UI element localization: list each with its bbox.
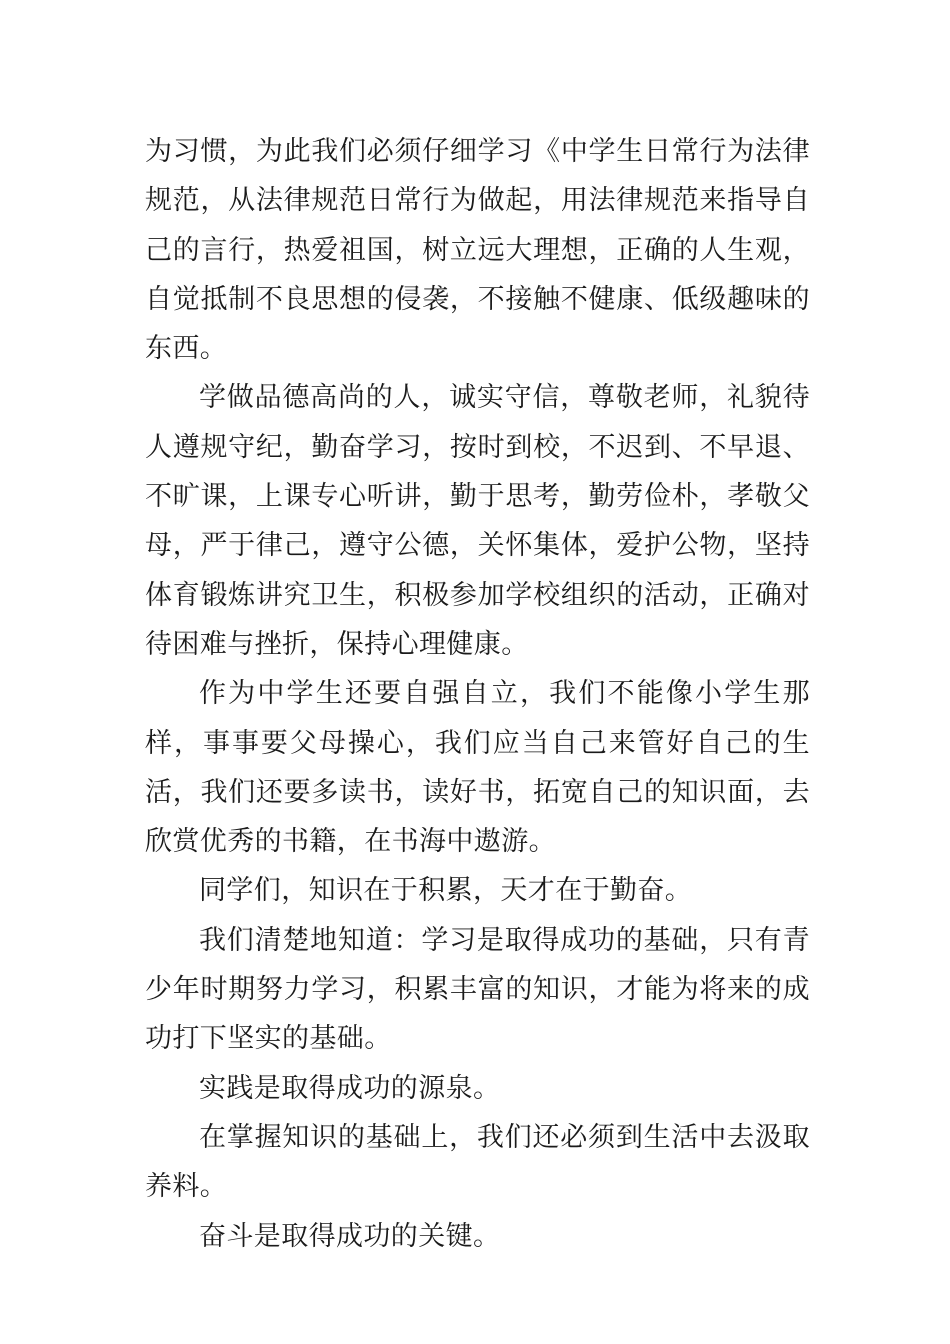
paragraph-life-nourishment: 在掌握知识的基础上，我们还必须到生活中去汲取养料。 — [145, 1121, 810, 1203]
paragraph-knowledge-diligence: 同学们，知识在于积累，天才在于勤奋。 — [199, 875, 693, 907]
paragraph-continued: 为习惯，为此我们必须仔细学习《中学生日常行为法律规范，从法律规范日常行为做起，用法律规范来指导自己的言行，热爱祖国，树立远大理想，正确的人生观，自觉抵制不良思想的侵袭，不接触不健康、低级趣味的东西。 — [145, 136, 810, 365]
paragraph-moral-conduct: 学做品德高尚的人，诚实守信，尊敬老师，礼貌待人遵规守纪，勤奋学习，按时到校，不迟到、不早退、不旷课，上课专心听讲，勤于思考，勤劳俭朴，孝敬父母，严于律己，遵守公德，关怀集体，爱护公物，坚持体育锻炼讲究卫生，积极参加学校组织的活动，正确对待困难与挫折，保持心理健康。 — [145, 382, 810, 660]
document-body — [145, 127, 810, 1261]
paragraph-practice-source: 实践是取得成功的源泉。 — [199, 1072, 501, 1104]
paragraph-self-reliance: 作为中学生还要自强自立，我们不能像小学生那样，事事要父母操心，我们应当自己来管好自己的生活，我们还要多读书，读好书，拓宽自己的知识面，去欣赏优秀的书籍，在书海中遨游。 — [145, 678, 810, 858]
paragraph-struggle-key: 奋斗是取得成功的关键。 — [199, 1220, 501, 1252]
paragraph-learning-foundation: 我们清楚地知道：学习是取得成功的基础，只有青少年时期努力学习，积累丰富的知识，才能为将来的成功打下坚实的基础。 — [145, 924, 810, 1055]
